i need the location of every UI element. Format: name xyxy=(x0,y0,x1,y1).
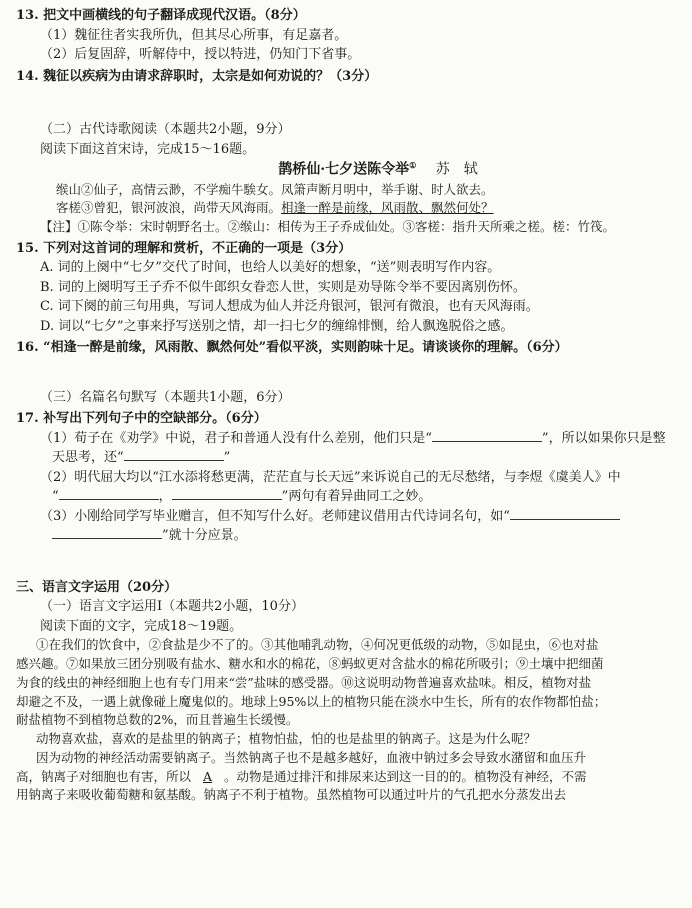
passage-blank-a: A xyxy=(203,768,213,784)
poem-notes: 【注】①陈令举：宋时朝野名士。②缑山：相传为王子乔成仙处。③客槎：指升天所乘之槎。槎：竹筏。 xyxy=(40,219,616,235)
q17-blank-3[interactable] xyxy=(59,487,159,500)
q17-item-1-text-d: ” xyxy=(223,450,231,466)
q17-item-1-cont xyxy=(16,448,680,468)
section3-instruction: 阅读下面的文字，完成18～19题。 xyxy=(40,618,243,634)
poem-line-2-underlined: 相逢一醉是前缘，风雨散、飘然何处？ xyxy=(281,200,494,216)
poem-author: 苏 轼 xyxy=(435,161,478,178)
q16-stem: 16. “相逢一醉是前缘，风雨散、飘然何处”看似平淡，实则韵味十足。请谈谈你的理解。（6分） xyxy=(16,340,568,356)
q17-item-3-text: （3）小刚给同学写毕业赠言，但不知写什么好。老师建议借用古代诗词名句，如“ xyxy=(40,508,510,524)
passage-line: 为食的线虫的神经细胞上也有专门用来“尝”盐味的感受器。⑩这说明动物普遍喜欢盐味。相反，植物对盐 xyxy=(16,674,592,690)
q17-blank-6[interactable] xyxy=(52,526,162,539)
passage-line: 却避之不及，一遇上就像碰上魔鬼似的。地球上95%以上的植物只能在淡水中生长，所有的农作物都怕盐； xyxy=(16,693,607,709)
q14-stem: 14. 魏征以疾病为由请求辞职时，太宗是如何劝说的？（3分） xyxy=(16,68,378,84)
poem-title-text: 鹊桥仙·七夕送陈令举 xyxy=(278,161,410,178)
passage-line: 耐盐植物不到植物总数的2%，而且普遍生长缓慢。 xyxy=(16,712,299,728)
poem-line-2 xyxy=(16,199,680,218)
q13-stem: 13. 把文中画横线的句子翻译成现代汉语。（8分） xyxy=(16,8,306,23)
poem-title-note-mark: ① xyxy=(409,160,417,170)
passage-line: ①在我们的饮食中，②食盐是少不了的。③其他哺乳动物，④何况更低级的动物，⑤如昆虫，⑥也对盐 xyxy=(36,637,599,653)
part2-instruction: 阅读下面这首宋诗，完成15～16题。 xyxy=(40,141,256,157)
q17-item-2-text-c: ”两句有着异曲同工之妙。 xyxy=(281,489,432,505)
q17-blank-1[interactable] xyxy=(432,429,542,442)
q15-option-c: C. 词下阕的前三句用典，写词人想成为仙人并泛舟银河，银河有微浪，也有天风海雨。 xyxy=(40,299,539,315)
passage-line: 因为动物的神经活动需要钠离子。当然钠离子也不是越多越好，血液中钠过多会导致水潴留和血压升 xyxy=(36,749,587,765)
passage-line: 感兴趣。⑦如果放三团分别吸有盐水、糖水和水的棉花，⑧蚂蚁更对含盐水的棉花所吸引；⑨土壤中把细菌 xyxy=(16,656,604,672)
poem-title xyxy=(16,159,680,181)
passage-text: 高，钠离子对细胞也有害，所以 xyxy=(16,768,192,784)
section3-heading: 三、语言文字运用（20分） xyxy=(16,579,178,595)
q17-item-1-text: （1）荀子在《劝学》中说，君子和普通人没有什么差别，他们只是“ xyxy=(40,430,432,446)
q17-item-1-text-b: ”，所以如果你只是整 xyxy=(541,430,666,446)
part3-heading: （三）名篇名句默写（本题共1小题，6分） xyxy=(40,389,291,405)
passage-text: 。动物是通过排汗和排尿来达到这一目的的。植物没有神经，不需 xyxy=(224,768,587,784)
part2-heading: （二）古代诗歌阅读（本题共2小题，9分） xyxy=(40,122,291,137)
q13-sentence-2: （2）后复固辞，听解侍中，授以特进，仍知门下省事。 xyxy=(40,47,361,62)
q17-blank-5[interactable] xyxy=(510,507,620,520)
q17-blank-4[interactable] xyxy=(172,487,282,500)
passage-line: 用钠离子来吸收葡萄糖和氨基酸。钠离子不利于植物。虽然植物可以通过叶片的气孔把水分蒸发出去 xyxy=(16,787,567,803)
poem-line-2-a: 客槎③曾犯，银河波浪，尚带天风海雨。 xyxy=(56,200,282,216)
q17-item-3 xyxy=(16,507,680,527)
q15-option-a: A. 词的上阕中“七夕”交代了时间，也给人以美好的想象，“送”则表明写作内容。 xyxy=(40,260,501,276)
q13-sentence-1: （1）魏征往者实我所仇，但其尽心所事，有足嘉者。 xyxy=(40,27,348,43)
section3-subheading: （一）语言文字运用Ⅰ（本题共2小题，10分） xyxy=(40,599,304,615)
q17-item-2: （2）明代屈大均以“江水添将愁更满，茫茫直与长天远”来诉说自己的无尽愁绪，与李煜《虞美人》中 xyxy=(40,469,621,485)
q17-item-1 xyxy=(16,429,680,449)
q15-option-b: B. 词的上阕明写王子乔不似牛郎织女眷恋人世，实则是劝导陈令举不要因离别伤怀。 xyxy=(40,279,526,295)
passage-line: 动物喜欢盐，喜欢的是盐里的钠离子；植物怕盐，怕的也是盐里的钠离子。这是为什么呢？ xyxy=(36,731,537,747)
q17-item-3-cont xyxy=(16,526,680,546)
q15-stem: 15. 下列对这首词的理解和赏析，不正确的一项是（3分） xyxy=(16,240,352,256)
q17-item-2-cont: “ ， ”两句有着异曲同工之妙。 xyxy=(52,489,432,505)
q15-option-d: D. 词以“七夕”之事来抒写送别之情，却一扫七夕的缠绵悱恻，给人飘逸脱俗之感。 xyxy=(40,318,514,334)
q17-item-2-quote-open: “ xyxy=(52,489,59,505)
q17-stem: 17. 补写出下列句子中的空缺部分。（6分） xyxy=(16,411,267,427)
q17-blank-2[interactable] xyxy=(124,448,224,461)
poem-line-1: 缑山②仙子，高情云渺，不学痴牛騃女。凤箫声断月明中，举手谢、时人欲去。 xyxy=(56,181,494,197)
passage-line xyxy=(16,768,680,787)
q17-item-1-text-c: 天思考，还“ xyxy=(52,450,124,466)
q17-item-3-text-b: ”就十分应景。 xyxy=(162,528,247,544)
